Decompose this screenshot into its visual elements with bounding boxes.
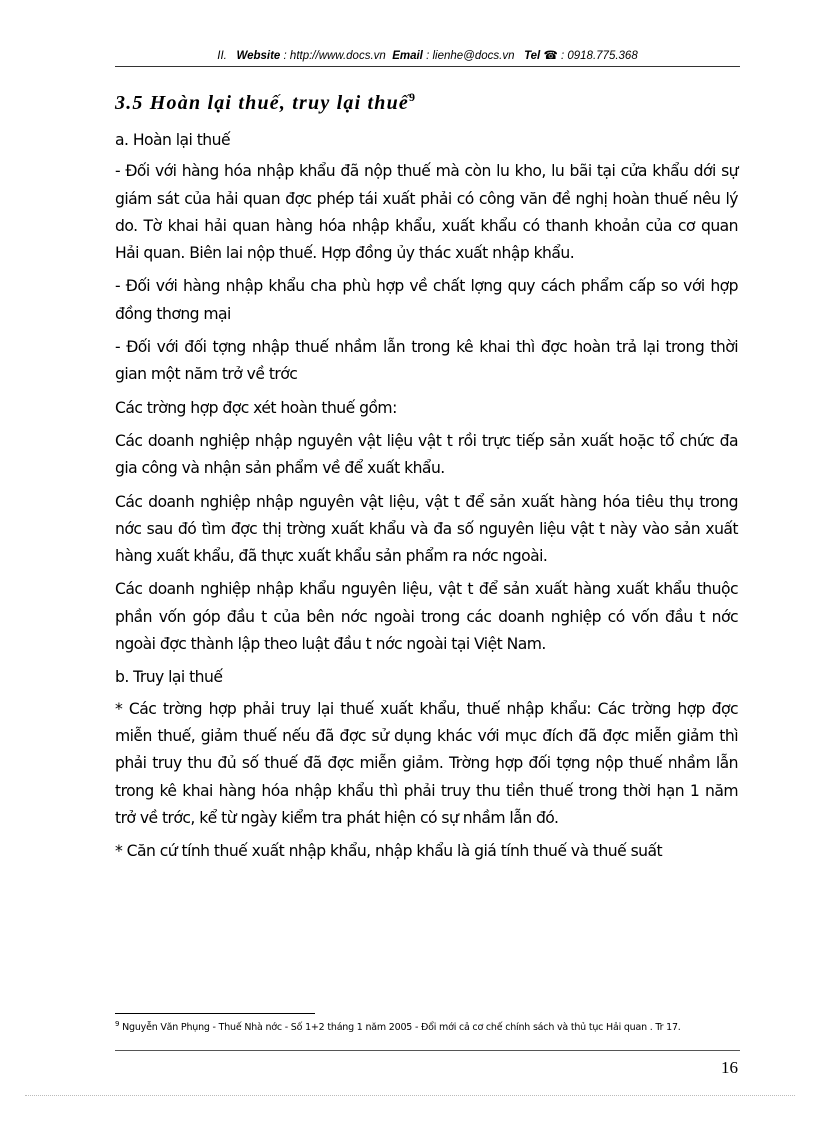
paragraph: - Đối với đối tợng nhập thuế nhầm lẫn trong kê khai thì đợc hoàn trả lại trong thời gian một năm trở về trớc	[115, 338, 738, 384]
section-heading	[115, 92, 416, 115]
footer-divider	[115, 1050, 740, 1051]
paragraph: Các doanh nghiệp nhập nguyên vật liệu, vật t để sản xuất hàng hóa tiêu thụ trong nớc sau đó tìm đợc thị trờng xuất khẩu và đa số nguyên liệu vật t này vào sản xuất hàng xuất khẩu, đã thực xuất khẩu sản phẩm ra nớc ngoài.	[115, 492, 738, 566]
footnote-divider	[115, 1013, 315, 1014]
paragraph: - Đối với hàng nhập khẩu cha phù hợp về chất lợng quy cách phẩm cấp so với hợp đồng thơng mại	[115, 277, 738, 323]
paragraph: - Đối với hàng hóa nhập khẩu đã nộp thuế mà còn lu kho, lu bãi tại cửa khẩu dới sự giám sát của hải quan đợc phép tái xuất phải có công văn đề nghị hoàn thuế nêu lý do. Tờ khai hải quan hàng hóa nhập khẩu, xuất khẩu có thanh khoản của cơ quan Hải quan. Biên lai nộp thuế. Hợp đồng ủy thác xuất nhập khẩu.	[115, 162, 738, 263]
section-heading-text: 3.5 Hoàn lại thuế, truy lại thuế	[115, 92, 410, 114]
subheading-refund: a. Hoàn lại thuế	[115, 131, 230, 149]
body-text	[115, 127, 738, 871]
page-header	[115, 48, 740, 62]
footnote-number: 9	[115, 1020, 120, 1028]
header-prefix: II.	[217, 50, 227, 62]
header-tel-value: : 0918.775.368	[560, 50, 638, 62]
subheading-retro-collection: b. Truy lại thuế	[115, 668, 223, 687]
page-break-line	[25, 1095, 795, 1096]
header-website-link[interactable]: : http://www.docs.vn	[283, 50, 386, 62]
footnote-reference[interactable]: 9	[409, 90, 417, 104]
paragraph: Các doanh nghiệp nhập khẩu nguyên liệu, vật t để sản xuất hàng xuất khẩu thuộc phần vốn góp đầu t của bên nớc ngoài trong các doanh nghiệp có vốn đầu t nớc ngoài đợc thành lập theo luật đầu t nớc ngoài tại Việt Nam.	[115, 580, 738, 654]
header-email-link[interactable]: : lienhe@docs.vn	[426, 50, 515, 62]
footnote	[115, 1019, 740, 1033]
paragraph: Các doanh nghiệp nhập nguyên vật liệu vật t rồi trực tiếp sản xuất hoặc tổ chức đa gia công và nhận sản phẩm về để xuất khẩu.	[115, 431, 738, 478]
paragraph: * Căn cứ tính thuế xuất nhập khẩu, nhập khẩu là giá tính thuế và thuế suất	[115, 842, 663, 861]
page-number: 16	[721, 1058, 738, 1077]
header-website-label: Website	[236, 50, 281, 62]
header-tel-label: Tel ☎	[524, 50, 558, 62]
header-divider	[115, 66, 740, 67]
header-email-label: Email	[392, 50, 423, 62]
paragraph: Các trờng hợp đợc xét hoàn thuế gồm:	[115, 398, 397, 417]
paragraph: * Các trờng hợp phải truy lại thuế xuất khẩu, thuế nhập khẩu: Các trờng hợp đợc miễn thuế, giảm thuế nếu đã đợc sử dụng khác với mục đích đã đợc miễn giảm thì phải truy thu đủ số thuế đã đợc miễn giảm. Trờng hợp đối tợng nộp thuế nhầm lẫn trong kê khai hàng hóa nhập khẩu thì phải truy thu tiền thuế trong thời hạn 1 năm trở về trớc, kể từ ngày kiểm tra phát hiện có sự nhầm lẫn đó.	[115, 699, 738, 827]
footnote-text: Nguyễn Văn Phụng - Thuế Nhà nớc - Số 1+2 tháng 1 năm 2005 - Đổi mới cả cơ chế chính sách và thủ tục Hải quan . Tr 17.	[122, 1022, 681, 1034]
